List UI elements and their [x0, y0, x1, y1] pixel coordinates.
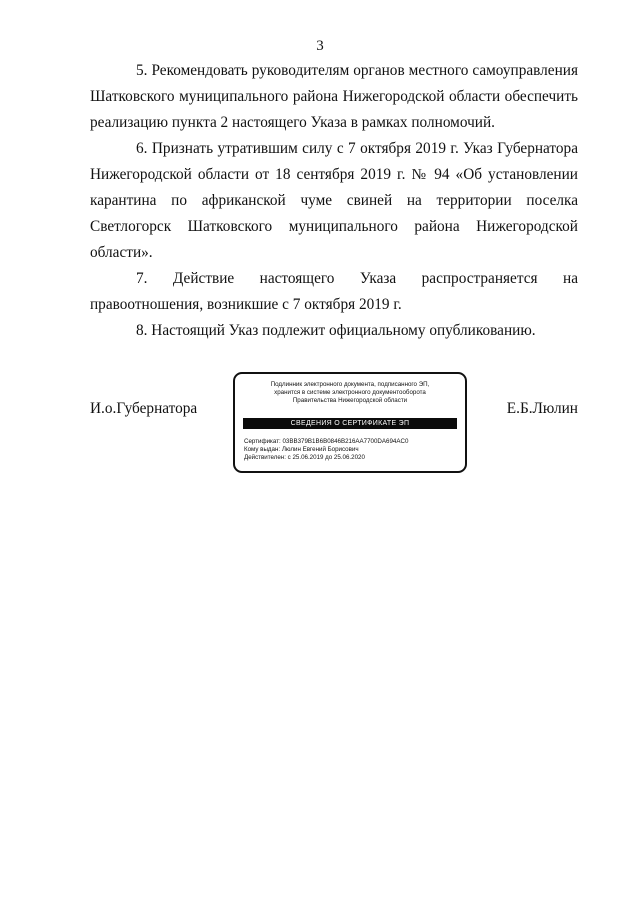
stamp-header-line: Правительства Нижегородской области	[292, 397, 408, 404]
paragraph-8: 8. Настоящий Указ подлежит официальному опубликованию.	[136, 322, 536, 339]
certificate-serial: Сертификат: 03BB379B1B6B0846B216AA7700DA694AC0	[244, 438, 409, 445]
paragraph-7: 7. Действие настоящего Указа распространяется на правоотношения, возникшие с 7 октября 2019 г.	[90, 270, 578, 313]
certificate-info-banner: СВЕДЕНИЯ О СЕРТИФИКАТЕ ЭП	[243, 418, 457, 429]
decree-body	[90, 58, 578, 344]
paragraph-5: 5. Рекомендовать руководителям органов местного самоуправления Шатковского муниципального района Нижегородской области обеспечить реализацию пункта 2 настоящего Указа в рамках полномочий.	[90, 62, 578, 131]
certificate-validity: Действителен: с 25.06.2019 до 25.06.2020	[244, 454, 365, 461]
stamp-header-line: хранится в системе электронного документооборота	[274, 389, 426, 396]
electronic-signature-stamp	[233, 372, 467, 473]
certificate-owner: Кому выдан: Люлин Евгений Борисович	[244, 446, 359, 453]
stamp-header-line: Подлинник электронного документа, подписанного ЭП,	[270, 381, 430, 388]
certificate-details	[244, 438, 408, 462]
page-number: 3	[316, 38, 324, 54]
stamp-header	[235, 381, 465, 405]
signature-block	[90, 372, 578, 477]
signatory-name: Е.Б.Люлин	[506, 400, 578, 417]
signatory-title: И.о.Губернатора	[90, 400, 198, 417]
paragraph-6: 6. Признать утратившим силу с 7 октября 2019 г. Указ Губернатора Нижегородской области от 18 сентября 2019 г. № 94 «Об установлении карантина по африканской чуме свиней на территории поселка Светлогорск Шатковского муниципального района Нижегородской области».	[90, 140, 578, 261]
